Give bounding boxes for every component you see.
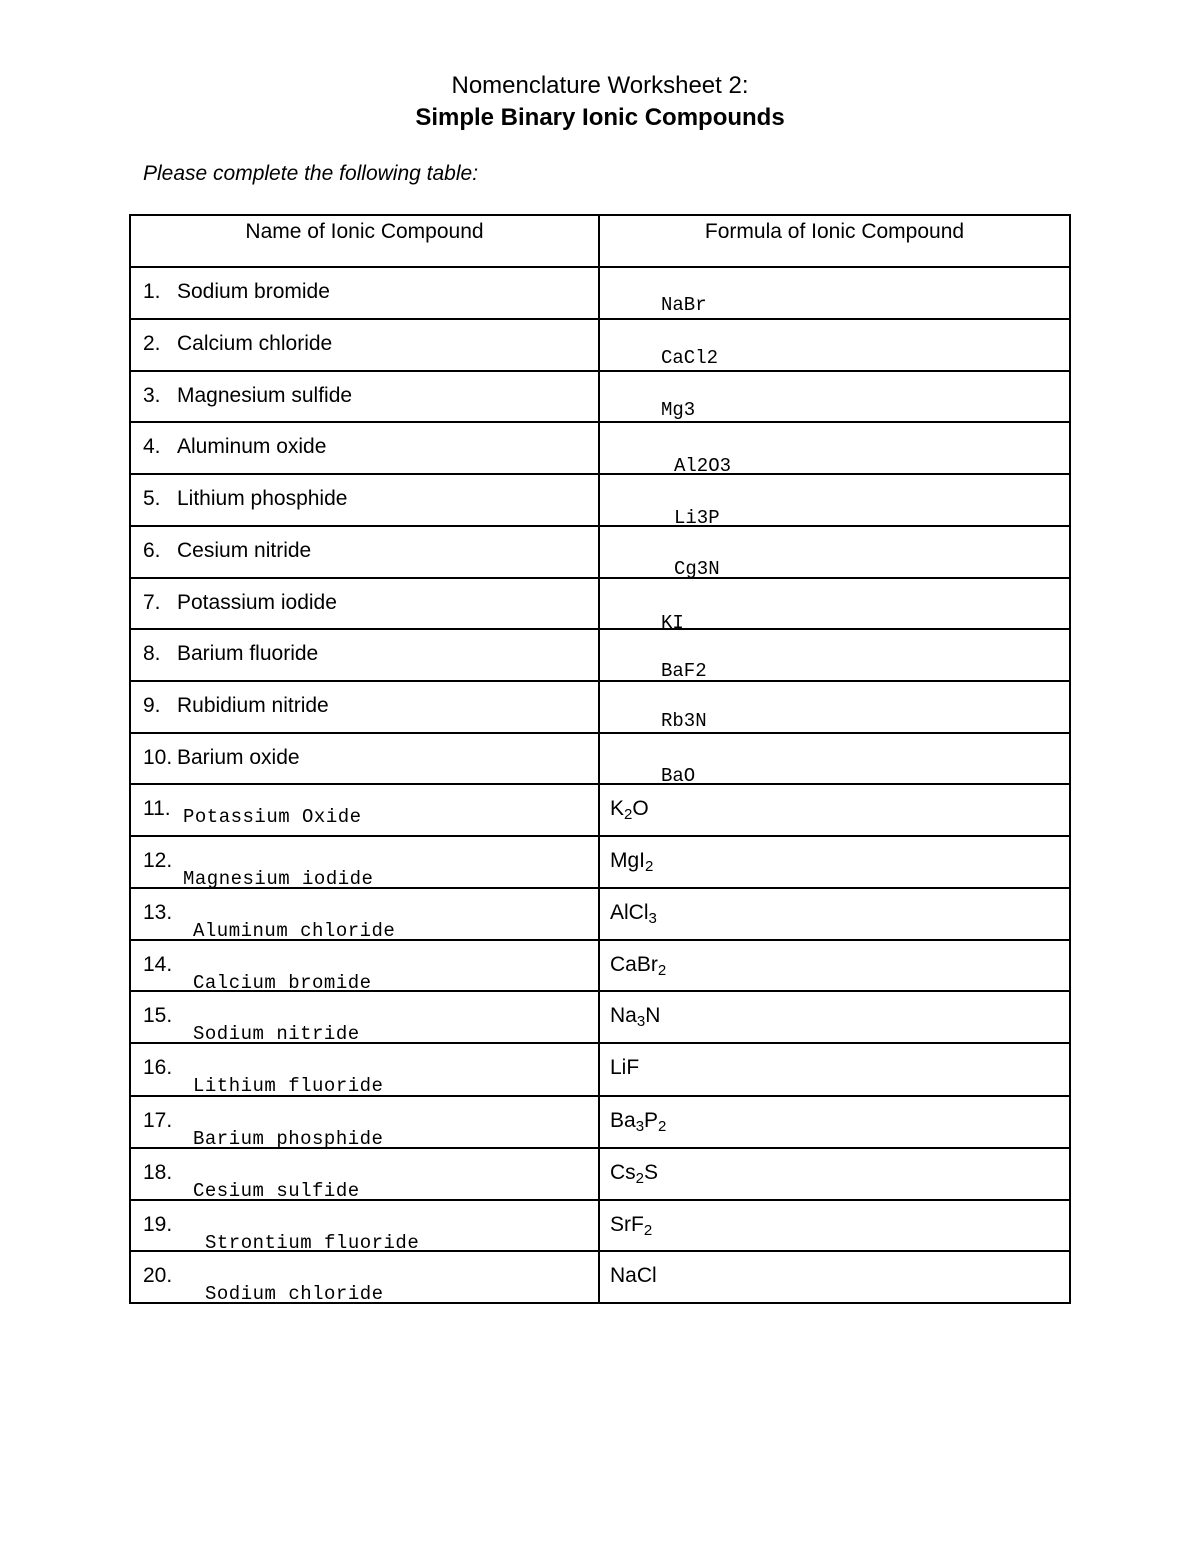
formula-symbol: LiF xyxy=(610,1056,640,1079)
compound-formula-cell xyxy=(599,940,1070,991)
compound-name: Cesium sulfide xyxy=(193,1180,360,1199)
table-row xyxy=(130,836,1070,888)
compound-formula-cell xyxy=(599,578,1070,629)
compound-name-cell xyxy=(130,371,599,422)
row-number: 4. xyxy=(143,435,161,458)
compound-formula-cell xyxy=(599,836,1070,888)
compound-formula: Al2O3 xyxy=(674,455,732,473)
compound-formula-cell xyxy=(599,371,1070,422)
formula-subscript: 2 xyxy=(657,962,667,979)
compound-name-cell xyxy=(130,1148,599,1200)
compound-formula-cell xyxy=(599,629,1070,681)
compound-formula xyxy=(610,1004,660,1028)
compound-formula: BaF2 xyxy=(661,660,707,680)
compound-name-cell xyxy=(130,888,599,940)
compound-name-cell xyxy=(130,784,599,836)
table-row xyxy=(130,371,1070,422)
compound-name-cell xyxy=(130,836,599,888)
formula-symbol: CaBr xyxy=(610,953,658,976)
compound-formula xyxy=(610,1264,657,1288)
formula-symbol: SrF xyxy=(610,1213,644,1236)
row-number: 10. xyxy=(143,746,173,769)
row-number: 3. xyxy=(143,384,161,407)
formula-subscript: 2 xyxy=(635,1170,645,1187)
table-row xyxy=(130,733,1070,784)
table-row xyxy=(130,1251,1070,1303)
formula-subscript: 2 xyxy=(658,1118,667,1135)
compound-name: Lithium phosphide xyxy=(177,487,348,510)
row-number: 7. xyxy=(143,591,161,614)
formula-symbol: O xyxy=(632,797,649,820)
formula-symbol: NaCl xyxy=(610,1264,657,1287)
compound-formula: NaBr xyxy=(661,294,707,316)
compound-name-cell xyxy=(130,1043,599,1096)
table-row xyxy=(130,422,1070,474)
table-row xyxy=(130,888,1070,940)
column-header-formula: Formula of Ionic Compound xyxy=(599,215,1070,267)
row-number: 11. xyxy=(143,797,171,820)
compound-formula-cell xyxy=(599,1096,1070,1148)
compound-formula: Li3P xyxy=(674,507,720,525)
compound-name: Magnesium sulfide xyxy=(177,384,353,407)
row-number: 14. xyxy=(143,953,173,976)
compound-formula: BaO xyxy=(661,765,696,783)
compound-name: Potassium iodide xyxy=(177,591,337,614)
compound-formula: Cg3N xyxy=(674,558,720,577)
compound-formula-cell xyxy=(599,733,1070,784)
table-row xyxy=(130,474,1070,526)
compound-name-cell xyxy=(130,940,599,991)
compound-name-cell xyxy=(130,991,599,1043)
formula-symbol: Na xyxy=(610,1004,637,1027)
formula-symbol: MgI xyxy=(610,849,646,872)
compound-name-cell xyxy=(130,1096,599,1148)
formula-subscript: 2 xyxy=(645,858,654,875)
formula-subscript: 2 xyxy=(624,806,633,823)
compound-name: Rubidium nitride xyxy=(177,694,329,717)
formula-symbol: Ba xyxy=(610,1109,636,1132)
compound-formula-cell xyxy=(599,526,1070,578)
compound-formula-cell xyxy=(599,1043,1070,1096)
compound-name: Sodium nitride xyxy=(193,1023,360,1042)
compound-formula xyxy=(610,849,653,873)
compound-name-cell xyxy=(130,474,599,526)
compound-formula-cell xyxy=(599,1200,1070,1251)
compound-name-cell xyxy=(130,629,599,681)
compound-formula-cell xyxy=(599,319,1070,371)
compound-name: Barium phosphide xyxy=(193,1128,384,1147)
row-number: 2. xyxy=(143,332,161,355)
compound-name: Barium fluoride xyxy=(177,642,319,665)
row-number: 17. xyxy=(143,1109,173,1132)
formula-subscript: 3 xyxy=(648,910,657,927)
compound-formula xyxy=(610,1109,666,1133)
compound-name: Sodium chloride xyxy=(205,1283,384,1302)
table-row xyxy=(130,1043,1070,1096)
compound-name: Sodium bromide xyxy=(177,280,330,303)
table-row xyxy=(130,267,1070,319)
formula-symbol: K xyxy=(610,797,625,820)
compound-formula: CaCl2 xyxy=(661,347,719,369)
formula-symbol: Cs xyxy=(610,1161,636,1184)
table-row xyxy=(130,1200,1070,1251)
table-row xyxy=(130,1148,1070,1200)
compound-name-cell xyxy=(130,526,599,578)
compound-name: Strontium fluoride xyxy=(205,1232,420,1250)
compound-formula-cell xyxy=(599,422,1070,474)
row-number: 12. xyxy=(143,849,173,872)
compound-formula-cell xyxy=(599,888,1070,940)
table-row xyxy=(130,784,1070,836)
formula-subscript: 2 xyxy=(643,1222,653,1239)
compound-name-cell xyxy=(130,681,599,733)
compound-formula xyxy=(610,1213,652,1237)
table-row xyxy=(130,940,1070,991)
table-row xyxy=(130,526,1070,578)
compound-formula-cell xyxy=(599,1251,1070,1303)
compound-name-cell xyxy=(130,319,599,371)
compound-name-cell xyxy=(130,733,599,784)
compound-formula-cell xyxy=(599,991,1070,1043)
worksheet-subtitle: Simple Binary Ionic Compounds xyxy=(415,104,785,131)
compound-formula: KI xyxy=(661,612,684,628)
row-number: 6. xyxy=(143,539,161,562)
instruction-text: Please complete the following table: xyxy=(143,162,479,185)
compound-table xyxy=(129,214,1071,1304)
row-number: 19. xyxy=(143,1213,173,1236)
worksheet-title: Nomenclature Worksheet 2: xyxy=(451,72,749,99)
row-number: 1. xyxy=(143,280,161,303)
compound-formula-cell xyxy=(599,267,1070,319)
row-number: 18. xyxy=(143,1161,173,1184)
compound-name: Lithium fluoride xyxy=(193,1075,384,1095)
column-header-name: Name of Ionic Compound xyxy=(130,215,599,267)
formula-subscript: 3 xyxy=(635,1118,645,1135)
compound-formula xyxy=(610,1056,639,1080)
compound-formula xyxy=(610,1161,658,1185)
row-number: 5. xyxy=(143,487,161,510)
table-row xyxy=(130,1096,1070,1148)
compound-name-cell xyxy=(130,267,599,319)
compound-formula xyxy=(610,901,657,925)
compound-name: Barium oxide xyxy=(177,746,300,769)
compound-name-cell xyxy=(130,1200,599,1251)
compound-name: Aluminum oxide xyxy=(177,435,327,458)
table-row xyxy=(130,319,1070,371)
compound-name: Potassium Oxide xyxy=(183,806,362,828)
compound-name: Cesium nitride xyxy=(177,539,312,562)
table-row xyxy=(130,991,1070,1043)
formula-symbol: AlCl xyxy=(610,901,649,924)
formula-symbol: S xyxy=(644,1161,659,1184)
formula-symbol: N xyxy=(645,1004,661,1027)
formula-subscript: 3 xyxy=(636,1013,646,1030)
row-number: 8. xyxy=(143,642,161,665)
compound-formula xyxy=(610,797,649,821)
compound-formula xyxy=(610,953,666,977)
row-number: 20. xyxy=(143,1264,173,1287)
compound-formula-cell xyxy=(599,1148,1070,1200)
compound-formula: Mg3 xyxy=(661,399,696,421)
row-number: 9. xyxy=(143,694,161,717)
compound-name: Magnesium iodide xyxy=(183,868,374,887)
compound-formula-cell xyxy=(599,784,1070,836)
compound-formula-cell xyxy=(599,474,1070,526)
table-row xyxy=(130,578,1070,629)
compound-name: Aluminum chloride xyxy=(193,920,396,939)
table-row xyxy=(130,681,1070,733)
compound-name-cell xyxy=(130,1251,599,1303)
compound-formula: Rb3N xyxy=(661,710,707,732)
row-number: 13. xyxy=(143,901,173,924)
row-number: 15. xyxy=(143,1004,173,1027)
formula-symbol: P xyxy=(644,1109,659,1132)
compound-name-cell xyxy=(130,578,599,629)
compound-name: Calcium chloride xyxy=(177,332,333,355)
table-row xyxy=(130,629,1070,681)
row-number: 16. xyxy=(143,1056,173,1079)
compound-formula-cell xyxy=(599,681,1070,733)
compound-name-cell xyxy=(130,422,599,474)
compound-name: Calcium bromide xyxy=(193,972,372,990)
